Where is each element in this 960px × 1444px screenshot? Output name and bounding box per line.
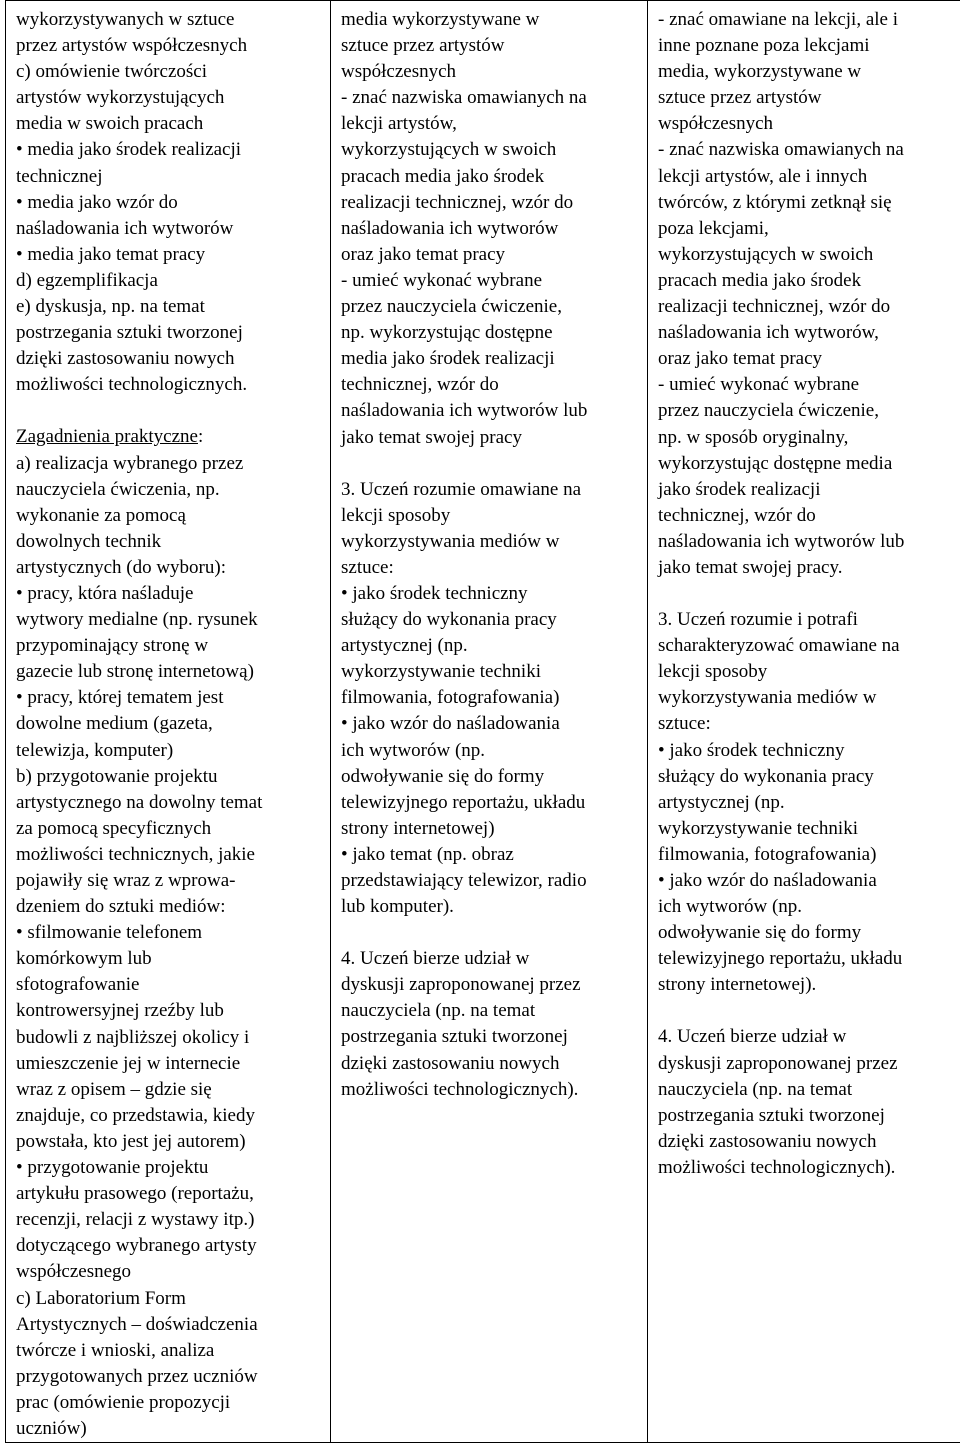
text-line: pracach media jako środek xyxy=(341,165,545,187)
requirements-block-2 xyxy=(341,477,639,921)
table-row xyxy=(6,1,960,1443)
text-line: wykorzystywanie techniki xyxy=(341,661,541,683)
text-line: oraz jako temat pracy xyxy=(341,243,506,265)
text-line: jako temat swojej pracy. xyxy=(658,556,843,578)
text-line: lekcji artystów, ale i innych xyxy=(658,165,868,187)
text-line: dowolne medium (gazeta, xyxy=(16,713,213,735)
text-line: przez artystów współczesnych xyxy=(16,35,248,57)
text-line: wykonanie za pomocą xyxy=(16,504,186,526)
text-line: odwoływanie się do formy xyxy=(341,765,545,787)
spacer xyxy=(16,398,322,424)
text-line: artystycznej (np. xyxy=(658,791,785,813)
text-line: nauczyciela (np. na temat xyxy=(658,1078,853,1100)
text-line: wytwory medialne (np. rysunek xyxy=(16,609,258,631)
text-line: 3. Uczeń rozumie i potrafi xyxy=(658,609,858,631)
text-line: realizacji technicznej, wzór do xyxy=(658,296,891,318)
requirements-block-1 xyxy=(341,7,639,451)
text-line: - znać nazwiska omawianych na xyxy=(341,87,587,109)
text-line: • media jako środek realizacji xyxy=(16,139,242,161)
text-line: • sfilmowanie telefonem xyxy=(16,922,203,944)
text-line: sztuce przez artystów xyxy=(658,87,822,109)
text-line: strony internetowej) xyxy=(341,817,495,839)
text-line: telewizja, komputer) xyxy=(16,739,174,761)
text-line: nauczyciela ćwiczenia, np. xyxy=(16,478,220,500)
text-line: możliwości technologicznych). xyxy=(341,1078,579,1100)
text-line: • media jako wzór do xyxy=(16,191,178,213)
text-line: wykorzystywania mediów w xyxy=(658,687,877,709)
text-line: dzięki zastosowaniu nowych xyxy=(341,1052,560,1074)
text-line: • jako środek techniczny xyxy=(341,582,528,604)
text-line: media jako środek realizacji xyxy=(341,348,555,370)
curriculum-table xyxy=(5,0,960,1443)
text-line: wykorzystywanie techniki xyxy=(658,817,858,839)
text-line: • pracy, której tematem jest xyxy=(16,687,224,709)
text-line: technicznej, wzór do xyxy=(658,504,816,526)
text-line: np. w sposób oryginalny, xyxy=(658,426,849,448)
text-line: - znać omawiane na lekcji, ale i xyxy=(658,9,899,30)
spacer xyxy=(341,920,639,946)
text-line: twórców, z którymi zetknął się xyxy=(658,191,892,213)
text-line: realizacji technicznej, wzór do xyxy=(341,191,574,213)
text-line: artystycznej (np. xyxy=(341,635,468,657)
text-line: sztuce przez artystów xyxy=(341,35,505,57)
text-line: prac (omówienie propozycji xyxy=(16,1391,231,1413)
text-line: współczesnych xyxy=(341,61,457,83)
text-line: dzięki zastosowaniu nowych xyxy=(16,348,235,370)
text-line: powstała, kto jest jej autorem) xyxy=(16,1130,246,1152)
text-line: naśladowania ich wytworów xyxy=(341,217,559,239)
text-line: sztuce: xyxy=(341,556,394,578)
text-line: d) egzemplifikacja xyxy=(16,269,158,291)
text-line: przygotowanych przez uczniów xyxy=(16,1365,258,1387)
text-line: inne poznane poza lekcjami xyxy=(658,35,870,57)
extended-block-3 xyxy=(658,1024,958,1181)
text-line: technicznej xyxy=(16,165,103,187)
spacer xyxy=(341,451,639,477)
text-line: dzięki zastosowaniu nowych xyxy=(658,1130,877,1152)
text-line: za pomocą specyficznych xyxy=(16,817,212,839)
text-line: media wykorzystywane w xyxy=(341,9,540,30)
text-line: znajduje, co przedstawia, kiedy xyxy=(16,1104,255,1126)
text-line: - znać nazwiska omawianych na xyxy=(658,139,904,161)
text-line: wykorzystujących w swoich xyxy=(658,243,874,265)
practical-heading: Zagadnienia praktyczne xyxy=(16,426,198,448)
text-line: artystów wykorzystujących xyxy=(16,87,225,109)
text-line: e) dyskusja, np. na temat xyxy=(16,296,205,318)
practical-heading-colon: : xyxy=(197,426,204,448)
text-line: np. wykorzystując dostępne xyxy=(341,322,553,344)
text-line: gazecie lub stronę internetową) xyxy=(16,661,254,683)
text-line: dyskusji zaproponowanej przez xyxy=(658,1052,898,1074)
text-line: dotyczącego wybranego artysty xyxy=(16,1235,257,1257)
text-line: służący do wykonania pracy xyxy=(341,609,557,631)
text-line: artystycznych (do wyboru): xyxy=(16,556,226,578)
text-line: dzeniem do sztuki mediów: xyxy=(16,896,226,918)
text-line: ich wytworów (np. xyxy=(658,896,803,918)
text-line: telewizyjnego reportażu, układu xyxy=(341,791,586,813)
text-line: strony internetowej). xyxy=(658,974,817,996)
text-line: filmowania, fotografowania) xyxy=(658,843,877,865)
text-line: możliwości technologicznych. xyxy=(16,374,248,396)
text-line: technicznej, wzór do xyxy=(341,374,499,396)
text-line: - umieć wykonać wybrane xyxy=(341,269,543,291)
text-line: wykorzystując dostępne media xyxy=(658,452,893,474)
text-line: • media jako temat pracy xyxy=(16,243,206,265)
text-line: lub komputer). xyxy=(341,896,454,918)
text-line: artystycznego na dowolny temat xyxy=(16,791,263,813)
practical-text-block xyxy=(16,451,322,1443)
text-line: • jako wzór do naśladowania xyxy=(341,713,560,735)
text-line: recenzji, relacji z wystawy itp.) xyxy=(16,1209,255,1231)
text-line: budowli z najbliższej okolicy i xyxy=(16,1026,250,1048)
column-content-cell xyxy=(6,1,331,1443)
text-line: wykorzystywania mediów w xyxy=(341,530,560,552)
text-line: dyskusji zaproponowanej przez xyxy=(341,974,581,996)
text-line: umieszczenie jej w internecie xyxy=(16,1052,241,1074)
text-line: pojawiły się wraz z wprowa- xyxy=(16,870,236,891)
text-line: przedstawiający telewizor, radio xyxy=(341,870,587,891)
text-line: uczniów) xyxy=(16,1417,87,1439)
practical-heading-line xyxy=(16,424,322,450)
text-line: przez nauczyciela ćwiczenie, xyxy=(341,296,562,318)
text-line: • przygotowanie projektu xyxy=(16,1157,209,1179)
requirements-block-3 xyxy=(341,946,639,1103)
text-line: 4. Uczeń bierze udział w xyxy=(658,1026,847,1048)
text-line: wykorzystywanych w sztuce xyxy=(16,9,235,30)
text-line: twórcze i wnioski, analiza xyxy=(16,1339,215,1361)
text-line: poza lekcjami, xyxy=(658,217,769,239)
text-line: - umieć wykonać wybrane xyxy=(658,374,860,396)
column-extended-requirements-cell xyxy=(648,1,960,1443)
text-line: ich wytworów (np. xyxy=(341,739,486,761)
text-line: • jako środek techniczny xyxy=(658,739,845,761)
text-line: możliwości technologicznych). xyxy=(658,1156,896,1178)
text-line: lekcji sposoby xyxy=(341,504,451,526)
text-line: c) omówienie twórczości xyxy=(16,61,207,83)
text-line: komórkowym lub xyxy=(16,948,152,970)
text-line: możliwości technicznych, jakie xyxy=(16,843,255,865)
text-line: wraz z opisem – gdzie się xyxy=(16,1078,212,1100)
text-line: 3. Uczeń rozumie omawiane na xyxy=(341,478,582,500)
text-line: artykułu prasowego (reportażu, xyxy=(16,1183,254,1205)
text-line: współczesnych xyxy=(658,113,774,135)
text-line: kontrowersyjnej rzeźby lub xyxy=(16,1000,224,1022)
text-line: jako temat swojej pracy xyxy=(341,426,522,448)
text-line: naśladowania ich wytworów lub xyxy=(658,530,905,552)
text-line: filmowania, fotografowania) xyxy=(341,687,560,709)
text-line: przypominający stronę w xyxy=(16,635,209,657)
extended-block-1 xyxy=(658,7,958,581)
text-line: służący do wykonania pracy xyxy=(658,765,874,787)
text-line: 4. Uczeń bierze udział w xyxy=(341,948,530,970)
text-line: odwoływanie się do formy xyxy=(658,922,862,944)
text-line: • jako wzór do naśladowania xyxy=(658,870,877,891)
column-basic-requirements-cell xyxy=(331,1,648,1443)
text-line: oraz jako temat pracy xyxy=(658,348,823,370)
text-line: postrzegania sztuki tworzonej xyxy=(16,322,243,344)
text-line: a) realizacja wybranego przez xyxy=(16,452,244,474)
text-line: naśladowania ich wytworów lub xyxy=(341,400,588,422)
text-line: c) Laboratorium Form xyxy=(16,1287,186,1309)
text-line: sfotografowanie xyxy=(16,974,140,996)
spacer xyxy=(658,581,958,607)
text-line: dowolnych technik xyxy=(16,530,162,552)
text-line: media w swoich pracach xyxy=(16,113,204,135)
text-line: naśladowania ich wytworów xyxy=(16,217,234,239)
text-line: postrzegania sztuki tworzonej xyxy=(658,1104,885,1126)
text-line: naśladowania ich wytworów, xyxy=(658,322,879,344)
extended-block-2 xyxy=(658,607,958,998)
spacer xyxy=(658,998,958,1024)
text-line: postrzegania sztuki tworzonej xyxy=(341,1026,568,1048)
text-line: scharakteryzować omawiane na xyxy=(658,635,900,657)
text-line: lekcji sposoby xyxy=(658,661,768,683)
text-line: media, wykorzystywane w xyxy=(658,61,862,83)
text-line: współczesnego xyxy=(16,1261,132,1283)
text-line: nauczyciela (np. na temat xyxy=(341,1000,536,1022)
text-line: lekcji artystów, xyxy=(341,113,457,135)
text-line: • jako temat (np. obraz xyxy=(341,843,514,865)
intro-text-block xyxy=(16,7,322,398)
text-line: b) przygotowanie projektu xyxy=(16,765,218,787)
text-line: • pracy, która naśladuje xyxy=(16,582,194,604)
text-line: przez nauczyciela ćwiczenie, xyxy=(658,400,879,422)
text-line: Artystycznych – doświadczenia xyxy=(16,1313,258,1335)
text-line: sztuce: xyxy=(658,713,711,735)
text-line: telewizyjnego reportażu, układu xyxy=(658,948,903,970)
text-line: pracach media jako środek xyxy=(658,269,862,291)
text-line: jako środek realizacji xyxy=(658,478,821,500)
text-line: wykorzystujących w swoich xyxy=(341,139,557,161)
